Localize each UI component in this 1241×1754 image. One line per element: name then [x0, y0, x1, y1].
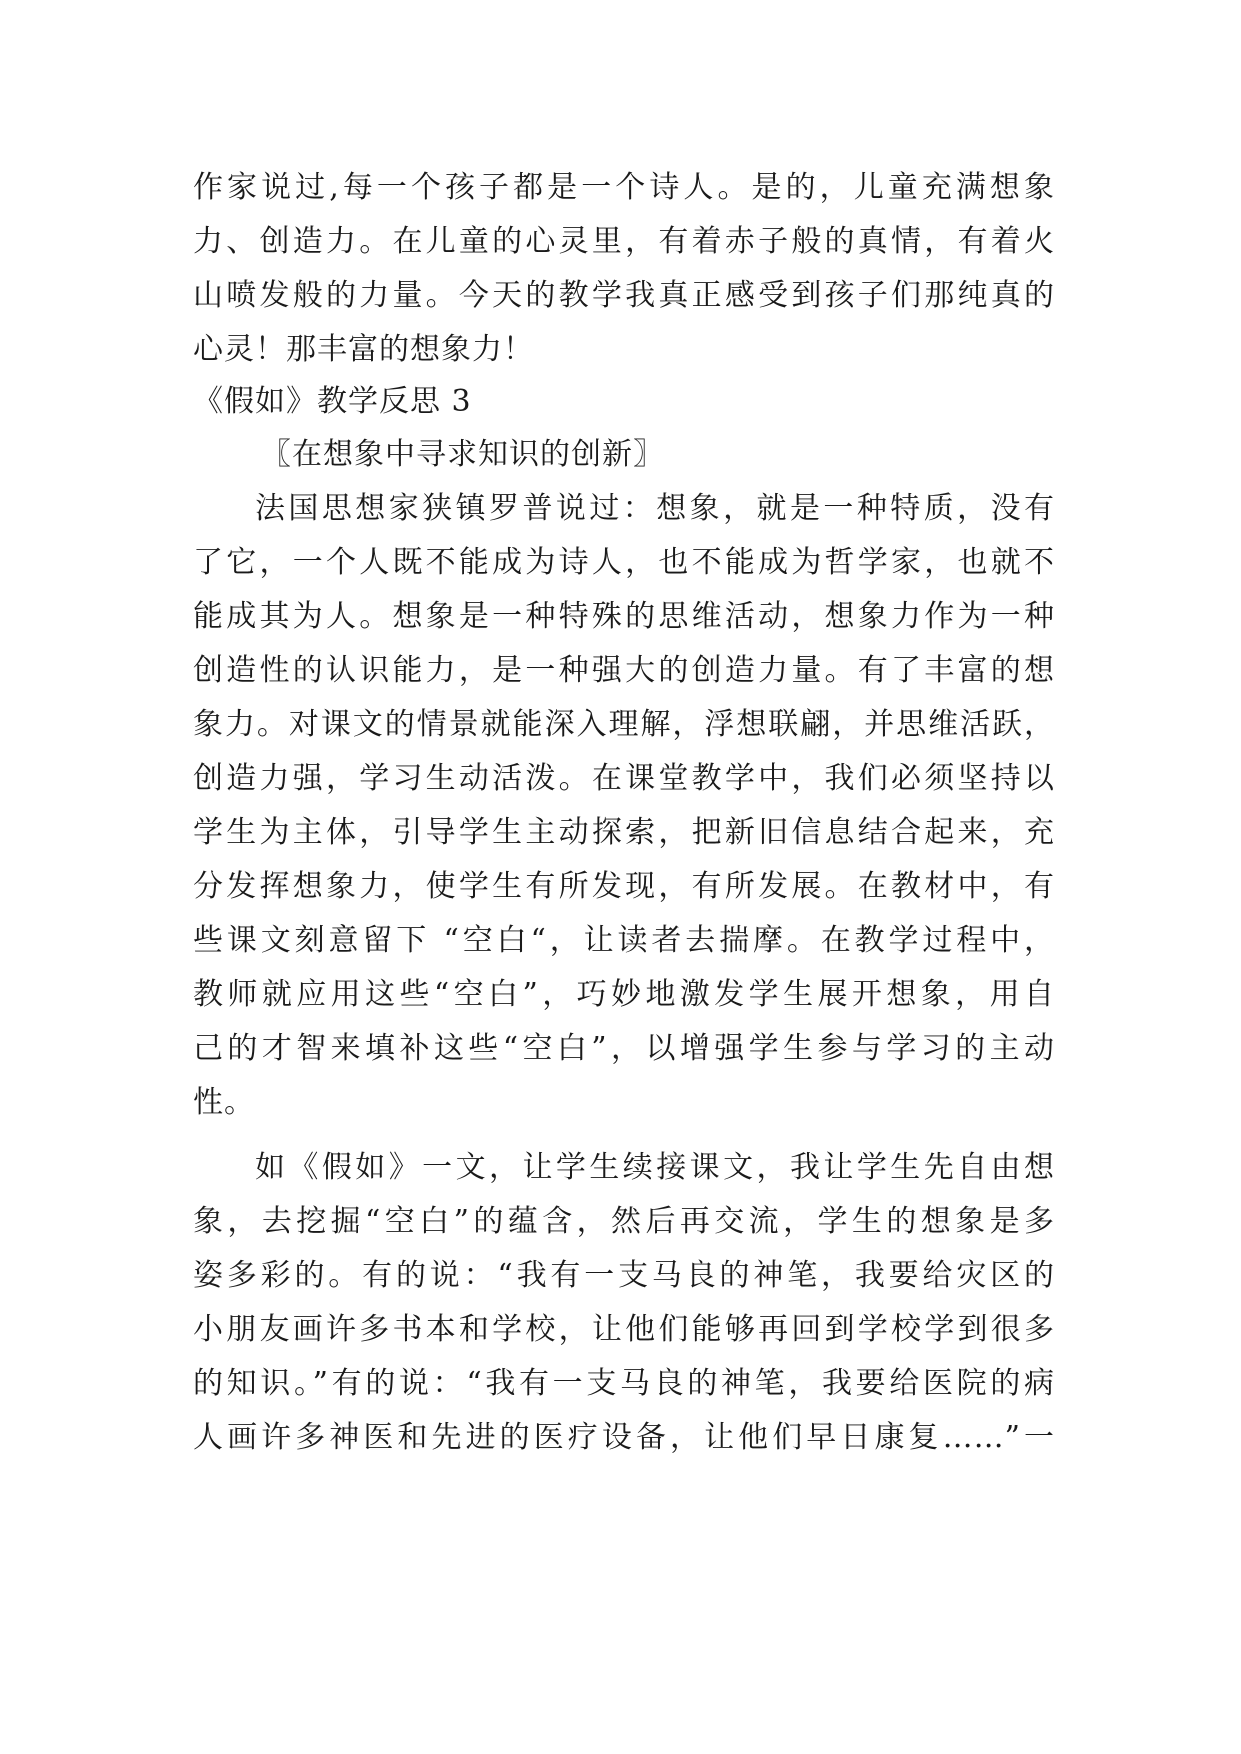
paragraph-2-line: 性。	[193, 1085, 255, 1120]
paragraph-3-line: 小朋友画许多书本和学校，让他们能够再回到学校学到很多	[193, 1312, 1055, 1347]
paragraph-2-line: 创造性的认识能力，是一种强大的创造力量。有了丰富的想	[193, 653, 1055, 688]
paragraph-3-line: 象，去挖掘“空白”的蕴含，然后再交流，学生的想象是多	[193, 1204, 1055, 1239]
paragraph-2-line: 些课文刻意留下 “空白“，让读者去揣摩。在教学过程中，	[193, 923, 1055, 958]
paragraph-2-line: 分发挥想象力，使学生有所发现，有所发展。在教材中，有	[193, 869, 1055, 904]
paragraph-3-line: 的知识。”有的说：“我有一支马良的神笔，我要给医院的病	[193, 1366, 1055, 1401]
paragraph-1-line: 山喷发般的力量。今天的教学我真正感受到孩子们那纯真的	[193, 278, 1055, 313]
paragraph-1-line: 力、创造力。在儿童的心灵里，有着赤子般的真情，有着火	[193, 224, 1055, 259]
paragraph-2-line: 能成其为人。想象是一种特殊的思维活动，想象力作为一种	[193, 599, 1055, 634]
paragraph-1-line: 作家说过,每一个孩子都是一个诗人。是的，儿童充满想象	[193, 170, 1055, 205]
paragraph-3-line: 人画许多神医和先进的医疗设备，让他们早日康复……”一	[193, 1420, 1055, 1455]
paragraph-2-line: 创造力强，学习生动活泼。在课堂教学中，我们必须坚持以	[193, 761, 1055, 796]
paragraph-2-line: 象力。对课文的情景就能深入理解，浮想联翩，并思维活跃，	[193, 707, 1055, 742]
paragraph-2-line: 学生为主体，引导学生主动探索，把新旧信息结合起来，充	[193, 815, 1055, 850]
paragraph-2-line: 教师就应用这些“空白”，巧妙地激发学生展开想象，用自	[193, 977, 1055, 1012]
paragraph-3-line: 如《假如》一文，让学生续接课文，我让学生先自由想	[255, 1150, 1055, 1185]
paragraph-3-line: 姿多彩的。有的说：“我有一支马良的神笔，我要给灾区的	[193, 1258, 1055, 1293]
paragraph-2-line: 法国思想家狭镇罗普说过：想象，就是一种特质，没有	[255, 491, 1055, 526]
paragraph-2-line: 了它，一个人既不能成为诗人，也不能成为哲学家，也就不	[193, 545, 1055, 580]
paragraph-1-line: 心灵！那丰富的想象力！	[193, 332, 534, 367]
section-subtitle: 〖在想象中寻求知识的创新〗	[261, 437, 664, 472]
paragraph-2-line: 己的才智来填补这些“空白”，以增强学生参与学习的主动	[193, 1031, 1055, 1066]
section-heading: 《假如》教学反思 3	[193, 384, 472, 419]
